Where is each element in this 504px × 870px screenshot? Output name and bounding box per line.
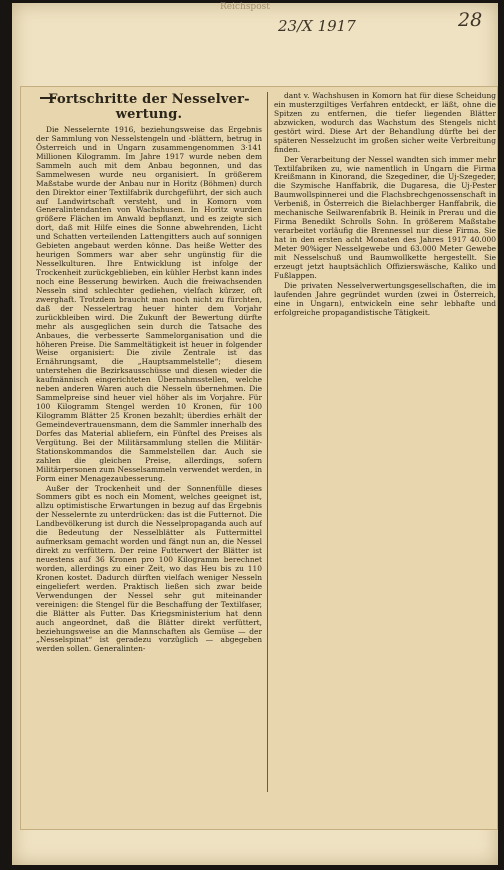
handwritten-page-number: 28 xyxy=(458,9,483,31)
handwritten-date: 23/X 1917 xyxy=(278,17,356,35)
article-title: Fortschritte der Nesselver-wertung. xyxy=(48,92,250,122)
article-paragraph: Die Nesselernte 1916, beziehungsweise das Ergebnis der Sammlung von Nesselstengeln und -blättern, betrug in Österreich und in Ungarn zusammengenommen 3·141 Millionen Kilogramm. Im Jahre 1917 wurde neben dem Sammeln auch mit dem Anbau begonnen, und das Sammelwesen wurde neu organisiert. In größerem Maßstabe wurde der Anbau nur in Horitz (Böhmen) durch den Direktor einer Textilfabrik durchgeführt, der sich auch auf Landwirtschaft versteht, und in Komorn vom Generalintendanten von Wachshusen. In Horitz wurden größere Flächen im Anwald bepflanzt, und es zeigte sich dort, daß mit Hilfe eines die Sonne abwehrenden, Licht und Schatten verteilenden Lattengitters auch auf sonnigen Gebieten angebaut werden könne. Das heiße Wetter des heurigen Sommers war aber sehr ungünstig für die Nesselkulturen. Ihre Entwicklung ist infolge der Trockenheit zurückgeblieben, ein kühler Herbst kann indes noch eine Besserung bewirken. Auch die freiwachsenden Nesseln sind schlechter gediehen, vielfach kürzer, oft zwerghaft. Trotzdem braucht man noch nicht zu fürchten, daß der Nesselertrag heuer hinter dem Vorjahr zurückbleiben wird. Die Zukunft der Bewertung dürfte mehr als ausgeglichen sein durch die Tatsache des Anbaues, die verbesserte Sammelorganisation und die höheren Preise. Die Sammeltätigkeit ist heuer in folgender Weise organisiert: Die zivile Zentrale ist das Ernährungsamt, die „Hauptsammelstelle“; diesem unterstehen die Bezirksausschüsse und diesen wieder die kaufmännisch eingerichteten Übernahmsstellen, welche neben anderen Waren auch die Nesseln übernehmen. Die Sammelpreise sind heuer viel höher als im Vorjahre. Für 100 Kilogramm Stengel werden 10 Kronen, für 100 Kilogramm Blätter 25 Kronen bezahlt; überdies erhält der Gemeindevertrauensmann, dem die Sammler innerhalb des Dorfes das Material abliefern, ein Fünftel des Preises als Vergütung. Bei der Militärsammlung stellen die Militär-Stationskommandos die Sammelstellen dar. Auch sie zahlen die gleichen Preise, allerdings, sofern Militärpersonen zum Nesselsammeln verwendet werden, in Form einer Menagezaubesserung. xyxy=(36,125,262,483)
newspaper-stamp: Reichspost xyxy=(220,2,270,12)
column-divider xyxy=(267,92,268,792)
article-column-left xyxy=(36,92,262,795)
article-paragraph: Der Verarbeitung der Nessel wandten sich immer mehr Textilfabriken zu, wie namentlich in Ungarn die Firma Kreißmann in Kinorand, die Szegediner, die Uj-Szegeder, die Szymische Hanffabrik, die Dugaresa, die Uj-Pester Baumwollspinnerei und die Flachsbrechgenossenschaft in Verbeniß, in Österreich die Bielachberger Hanffabrik, die mechanische Seilwarenfabrik B. Heinik in Prerau und die Firma Benedikt Schrolls Sohn. In größerem Maßstabe verarbeitet vorläufig die Brennessel nur diese Firma. Sie hat in den ersten acht Monaten des Jahres 1917 40.000 Meter 90%iger Nesselgewebe und 63.000 Meter Gewebe mit Nesselschuß und Baumwollkette hergestellt. Sie erzeugt jetzt hauptsächlich Offizierswäsche, Kaliko und Fußlappen. xyxy=(274,154,496,280)
article-paragraph: Die privaten Nesselverwertungsgesellschaften, die im laufenden Jahre gegründet wurden (zwei in Österreich, eine in Ungarn), entwickeln eine sehr lebhafte und erfolgreiche propagandistische Tätigkeit. xyxy=(274,280,496,317)
article-paragraph: dant v. Wachshusen in Komorn hat für diese Scheidung ein musterzgiltiges Verfahren entdeckt, er läßt, ohne die Spitzen zu entfernen, die tiefer liegenden Blätter abzwicken, wodurch das Wachstum des Stengels nicht gestört wird. Diese Art der Behandlung dürfte bei der späteren Nesselzucht im großen sicher weite Verbreitung finden. xyxy=(274,92,496,154)
article-column-right xyxy=(274,92,496,344)
article-paragraph: Außer der Trockenheit und der Sonnenfülle dieses Sommers gibt es noch ein Moment, welches geeignet ist, allzu optimistische Erwartungen in bezug auf das Ergebnis der Nesselernte zu unterdrücken: das ist die Futternot. Die Landbevölkerung ist durch die Nesselpropaganda auch auf die Bedeutung der Nesselblätter als Futtermittel aufmerksam gemacht worden und fängt nun an, die Nessel direkt zu verfüttern. Der reine Futterwert der Blätter ist neuestens auf 36 Kronen pro 100 Kilogramm berechnet worden, allerdings zu einer Zeit, wo das Heu bis zu 110 Kronen kostet. Dadurch dürften vielfach weniger Nesseln eingeliefert werden. Praktisch ließen sich zwar beide Verwendungen der Nessel sehr gut miteinander vereinigen: die Stengel für die Beschaffung der Textilfaser, die Blätter als Futter. Das Kriegsministerium hat denn auch angeordnet, daß die Blätter direkt verfüttert, beziehungsweise an die Mannschaften als Gemüse — der „Nesselspinat“ ist geradezu vorzüglich — abgegeben werden sollen. Generalinten- xyxy=(36,483,262,654)
